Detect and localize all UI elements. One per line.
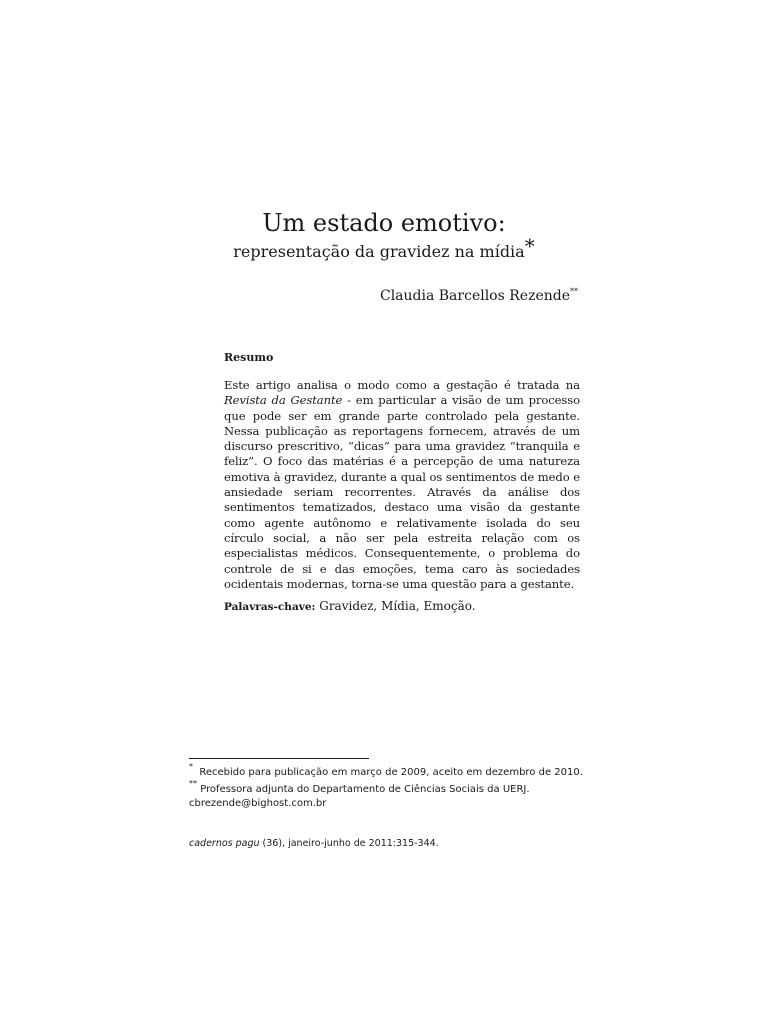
footnote-2-text: Professora adjunta do Departamento de Ciências Sociais da UERJ. [200,784,530,795]
article-title: Um estado emotivo: [262,209,506,237]
footnote-2-mark: ** [189,779,197,788]
citation-details: (36), janeiro-junho de 2011:315-344. [259,838,439,849]
journal-name: Revista da Gestante [224,393,343,408]
keywords-label: Palavras-chave: [224,601,316,613]
subtitle-footnote-mark: * [524,234,535,258]
abstract-part-1: Este artigo analisa o modo como a gestação é tratada na [224,378,580,392]
article-subtitle [0,234,768,264]
author-email: cbrezende@bighost.com.br [189,798,327,809]
abstract-paragraph [224,378,580,592]
citation-journal: cadernos pagu [189,838,260,849]
journal-citation [189,837,439,851]
footnote-2 [189,779,530,797]
footnote-divider [189,758,369,759]
keywords [224,598,476,615]
footnote-1 [189,762,583,780]
author-footnote-mark: ** [570,287,578,296]
author-text: Claudia Barcellos Rezende [379,288,570,304]
subtitle-text: representação da gravidez na mídia [233,242,525,261]
abstract-heading: Resumo [224,351,274,364]
footnote-1-text: Recebido para publicação em março de 2009, aceito em dezembro de 2010. [199,767,583,778]
author-name [380,286,578,306]
abstract-part-2: - em particular a visão de um processo que pode ser em grande parte controlado pela gestante. Nessa publicação as reportagens fornecem, através de um discurso prescritivo, “dicas” para uma gravidez “tranquila e feliz”. O foco das matérias é a percepção de uma natureza emotiva à gravidez, durante a qual os sentimentos de medo e ansiedade seriam recorrentes. Através da análise dos sentimentos tematizados, destaco uma visão da gestante como agente autônomo e relativamente isolada do seu círculo social, a não ser pela estreita relação com os especialistas médicos. Consequentemente, o problema do controle de si e das emoções, tema caro às sociedades ocidentais modernas, torna-se uma questão para a gestante. [224,393,580,591]
footnote-1-mark: * [189,762,193,771]
keywords-values: Gravidez, Mídia, Emoção. [319,599,476,613]
